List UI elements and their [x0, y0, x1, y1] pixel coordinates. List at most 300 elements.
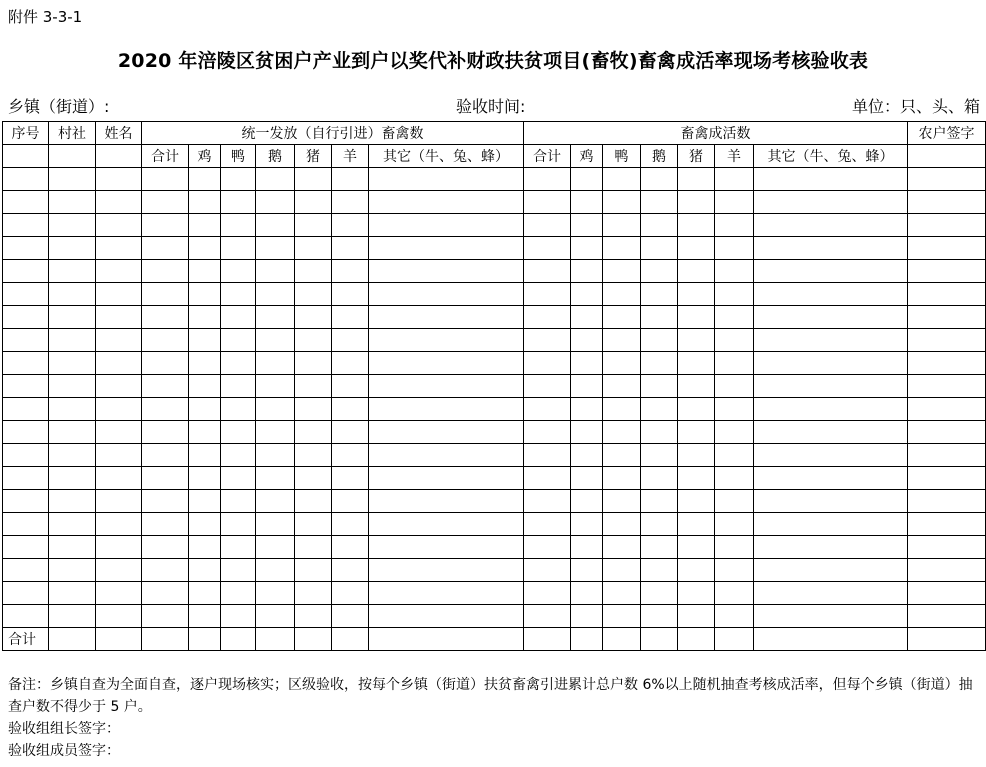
table-cell	[524, 375, 571, 398]
table-cell	[332, 375, 369, 398]
table-cell	[189, 421, 221, 444]
table-cell	[256, 536, 295, 559]
table-cell	[189, 306, 221, 329]
table-cell	[715, 352, 754, 375]
table-cell	[754, 490, 908, 513]
table-cell	[96, 398, 142, 421]
table-cell	[221, 605, 256, 628]
table-cell	[256, 168, 295, 191]
acceptance-table	[2, 121, 986, 651]
table-row	[3, 490, 986, 513]
table-cell	[524, 352, 571, 375]
table-cell	[641, 306, 678, 329]
table-cell	[571, 306, 603, 329]
table-cell	[256, 628, 295, 651]
table-cell	[256, 421, 295, 444]
table-cell	[332, 605, 369, 628]
sub-header-issued-sheep: 羊	[332, 145, 369, 168]
table-cell	[754, 559, 908, 582]
table-cell	[603, 283, 641, 306]
header-issued-group: 统一发放（自行引进）畜禽数	[142, 122, 524, 145]
table-row	[3, 444, 986, 467]
table-cell	[678, 513, 715, 536]
table-cell	[754, 605, 908, 628]
table-cell	[49, 283, 96, 306]
table-cell	[641, 375, 678, 398]
table-cell	[754, 168, 908, 191]
table-cell	[332, 191, 369, 214]
table-cell	[332, 398, 369, 421]
table-cell	[908, 168, 986, 191]
sub-header-row	[3, 145, 986, 168]
table-cell	[908, 628, 986, 651]
table-cell	[142, 168, 189, 191]
table-cell	[524, 398, 571, 421]
table-cell	[256, 513, 295, 536]
table-cell	[332, 490, 369, 513]
table-cell	[142, 306, 189, 329]
table-body	[3, 122, 986, 651]
table-cell	[369, 260, 524, 283]
table-cell	[142, 283, 189, 306]
table-cell	[221, 628, 256, 651]
table-cell	[908, 398, 986, 421]
table-cell	[189, 191, 221, 214]
table-cell	[189, 513, 221, 536]
table-cell	[524, 191, 571, 214]
table-cell	[678, 582, 715, 605]
table-cell	[256, 398, 295, 421]
table-cell	[96, 513, 142, 536]
table-row	[3, 421, 986, 444]
table-cell	[641, 467, 678, 490]
table-cell	[641, 329, 678, 352]
table-cell	[641, 490, 678, 513]
table-cell	[189, 467, 221, 490]
table-cell	[603, 513, 641, 536]
table-row	[3, 582, 986, 605]
table-cell	[571, 536, 603, 559]
table-cell	[641, 513, 678, 536]
table-cell	[49, 329, 96, 352]
table-cell	[571, 582, 603, 605]
table-cell	[369, 191, 524, 214]
table-cell	[369, 329, 524, 352]
table-cell	[715, 306, 754, 329]
table-cell	[96, 559, 142, 582]
sub-header-survival-chicken: 鸡	[571, 145, 603, 168]
table-cell	[369, 352, 524, 375]
table-cell	[96, 283, 142, 306]
header-signature: 农户签字	[908, 122, 986, 145]
table-cell	[295, 513, 332, 536]
table-cell	[221, 168, 256, 191]
table-cell	[641, 191, 678, 214]
table-cell	[189, 237, 221, 260]
table-cell	[524, 559, 571, 582]
table-cell	[3, 559, 49, 582]
table-cell	[369, 559, 524, 582]
table-cell	[96, 237, 142, 260]
table-cell	[96, 467, 142, 490]
table-cell	[3, 444, 49, 467]
table-cell	[3, 467, 49, 490]
table-cell	[189, 283, 221, 306]
attachment-label: 附件 3-3-1	[8, 8, 83, 26]
table-cell	[603, 559, 641, 582]
table-cell	[142, 490, 189, 513]
table-cell	[641, 582, 678, 605]
table-cell	[295, 352, 332, 375]
table-cell	[221, 582, 256, 605]
table-cell	[189, 260, 221, 283]
table-cell	[49, 306, 96, 329]
table-cell	[256, 444, 295, 467]
table-cell	[603, 421, 641, 444]
table-cell	[256, 352, 295, 375]
table-cell	[571, 375, 603, 398]
table-cell	[908, 605, 986, 628]
table-cell	[96, 168, 142, 191]
table-cell	[96, 490, 142, 513]
table-cell	[189, 536, 221, 559]
table-cell	[256, 605, 295, 628]
table-cell	[221, 329, 256, 352]
table-cell	[256, 375, 295, 398]
sub-header-issued-total: 合计	[142, 145, 189, 168]
table-cell	[678, 352, 715, 375]
table-cell	[142, 329, 189, 352]
table-cell	[142, 260, 189, 283]
table-cell	[3, 490, 49, 513]
table-cell	[221, 490, 256, 513]
table-cell	[96, 306, 142, 329]
table-cell	[908, 375, 986, 398]
table-cell	[571, 260, 603, 283]
table-cell	[49, 536, 96, 559]
table-cell	[603, 214, 641, 237]
blank-cell	[908, 145, 986, 168]
table-cell	[524, 628, 571, 651]
header-row	[3, 122, 986, 145]
table-cell	[332, 559, 369, 582]
table-row	[3, 214, 986, 237]
table-cell	[678, 191, 715, 214]
leader-signature-label: 验收组组长签字：	[8, 721, 120, 737]
table-cell	[221, 513, 256, 536]
table-cell	[524, 444, 571, 467]
table-row	[3, 283, 986, 306]
table-cell	[603, 467, 641, 490]
table-cell	[295, 283, 332, 306]
table-cell	[221, 352, 256, 375]
table-cell	[754, 352, 908, 375]
table-row	[3, 306, 986, 329]
sub-header-survival-duck: 鸭	[603, 145, 641, 168]
table-cell	[142, 352, 189, 375]
table-cell	[49, 582, 96, 605]
table-cell	[641, 559, 678, 582]
table-cell	[908, 467, 986, 490]
table-cell	[3, 605, 49, 628]
table-cell	[96, 444, 142, 467]
table-cell	[571, 329, 603, 352]
table-cell	[96, 605, 142, 628]
table-cell	[3, 513, 49, 536]
table-cell	[189, 329, 221, 352]
table-cell	[295, 444, 332, 467]
table-cell	[256, 191, 295, 214]
table-cell	[524, 536, 571, 559]
table-cell	[369, 467, 524, 490]
table-cell	[678, 536, 715, 559]
table-cell	[295, 490, 332, 513]
table-cell	[369, 536, 524, 559]
table-cell	[369, 444, 524, 467]
table-cell	[256, 559, 295, 582]
table-cell	[142, 444, 189, 467]
table-row	[3, 467, 986, 490]
table-cell	[678, 329, 715, 352]
blank-cell	[49, 145, 96, 168]
table-cell	[571, 352, 603, 375]
table-cell	[221, 444, 256, 467]
table-cell	[142, 237, 189, 260]
sub-header-survival-pig: 猪	[678, 145, 715, 168]
table-row	[3, 559, 986, 582]
table-cell	[96, 582, 142, 605]
table-cell	[603, 605, 641, 628]
acceptance-time-label: 验收时间:	[456, 97, 526, 116]
sub-header-issued-goose: 鹅	[256, 145, 295, 168]
table-cell	[142, 559, 189, 582]
table-cell	[189, 444, 221, 467]
table-cell	[295, 605, 332, 628]
table-cell	[678, 605, 715, 628]
table-cell	[369, 283, 524, 306]
table-cell	[295, 421, 332, 444]
sub-header-issued-other: 其它（牛、兔、蜂）	[369, 145, 524, 168]
table-row	[3, 352, 986, 375]
table-cell	[369, 214, 524, 237]
table-cell	[295, 467, 332, 490]
table-cell	[754, 237, 908, 260]
table-cell	[641, 283, 678, 306]
table-cell	[49, 375, 96, 398]
table-cell	[3, 536, 49, 559]
table-cell	[908, 582, 986, 605]
table-cell	[369, 168, 524, 191]
header-survival-group: 畜禽成活数	[524, 122, 908, 145]
table-cell	[754, 191, 908, 214]
table-cell	[332, 628, 369, 651]
table-cell	[142, 536, 189, 559]
table-cell	[715, 582, 754, 605]
table-cell	[641, 260, 678, 283]
table-cell	[369, 628, 524, 651]
table-cell	[908, 490, 986, 513]
table-cell	[754, 467, 908, 490]
table-cell	[142, 467, 189, 490]
table-cell	[908, 214, 986, 237]
table-cell	[571, 444, 603, 467]
table-cell	[754, 375, 908, 398]
table-cell	[641, 214, 678, 237]
table-cell	[221, 398, 256, 421]
table-cell	[49, 168, 96, 191]
table-cell	[678, 398, 715, 421]
table-cell	[295, 375, 332, 398]
table-cell	[332, 260, 369, 283]
table-cell	[524, 260, 571, 283]
table-cell	[221, 421, 256, 444]
table-cell	[3, 237, 49, 260]
unit-label: 单位：只、头、箱	[851, 97, 980, 116]
table-cell	[571, 605, 603, 628]
table-cell	[49, 467, 96, 490]
table-cell	[754, 582, 908, 605]
table-row	[3, 513, 986, 536]
table-cell	[571, 398, 603, 421]
table-cell	[332, 306, 369, 329]
table-cell	[49, 444, 96, 467]
table-cell	[524, 467, 571, 490]
table-row	[3, 536, 986, 559]
table-cell	[908, 191, 986, 214]
table-cell	[603, 260, 641, 283]
table-cell	[678, 237, 715, 260]
table-cell	[754, 513, 908, 536]
table-cell	[221, 536, 256, 559]
table-cell	[571, 237, 603, 260]
table-row	[3, 329, 986, 352]
table-cell	[96, 536, 142, 559]
table-cell	[3, 168, 49, 191]
table-cell	[524, 329, 571, 352]
table-cell	[754, 536, 908, 559]
table-cell	[908, 329, 986, 352]
table-cell	[908, 260, 986, 283]
table-cell	[142, 191, 189, 214]
table-cell	[3, 306, 49, 329]
table-cell	[332, 168, 369, 191]
table-cell	[3, 329, 49, 352]
table-cell	[332, 283, 369, 306]
table-cell	[3, 191, 49, 214]
table-cell	[332, 467, 369, 490]
table-cell	[754, 444, 908, 467]
table-cell	[369, 582, 524, 605]
table-cell	[715, 237, 754, 260]
table-cell	[332, 444, 369, 467]
table-cell	[189, 605, 221, 628]
table-row	[3, 375, 986, 398]
table-cell	[96, 628, 142, 651]
table-cell	[715, 467, 754, 490]
table-cell	[49, 237, 96, 260]
table-cell	[715, 605, 754, 628]
table-cell	[49, 214, 96, 237]
table-cell	[603, 329, 641, 352]
table-cell	[221, 237, 256, 260]
table-cell	[715, 375, 754, 398]
total-row	[3, 628, 986, 651]
table-cell	[256, 490, 295, 513]
table-cell	[678, 490, 715, 513]
table-cell	[754, 398, 908, 421]
table-cell	[96, 329, 142, 352]
table-cell	[908, 283, 986, 306]
table-cell	[221, 559, 256, 582]
table-cell	[571, 628, 603, 651]
table-cell	[189, 398, 221, 421]
table-cell	[295, 559, 332, 582]
table-cell	[142, 421, 189, 444]
town-label: 乡镇（街道）:	[8, 97, 110, 116]
table-cell	[96, 214, 142, 237]
table-cell	[3, 582, 49, 605]
table-cell	[908, 306, 986, 329]
table-cell	[256, 329, 295, 352]
table-cell	[754, 329, 908, 352]
table-cell	[142, 375, 189, 398]
table-cell	[369, 421, 524, 444]
table-cell	[49, 513, 96, 536]
table-cell	[678, 628, 715, 651]
table-cell	[571, 421, 603, 444]
table-cell	[524, 490, 571, 513]
blank-cell	[96, 145, 142, 168]
table-cell	[908, 513, 986, 536]
table-cell	[754, 260, 908, 283]
sub-header-issued-pig: 猪	[295, 145, 332, 168]
table-cell	[715, 283, 754, 306]
table-cell	[754, 421, 908, 444]
table-cell	[142, 214, 189, 237]
table-cell	[715, 329, 754, 352]
table-cell	[295, 306, 332, 329]
table-cell	[221, 283, 256, 306]
table-cell	[3, 352, 49, 375]
table-cell	[369, 237, 524, 260]
blank-cell	[3, 145, 49, 168]
table-cell	[256, 467, 295, 490]
table-cell	[96, 375, 142, 398]
table-cell	[603, 536, 641, 559]
total-label: 合计	[3, 628, 49, 651]
table-cell	[908, 237, 986, 260]
table-cell	[49, 352, 96, 375]
table-cell	[256, 260, 295, 283]
member-signature-label: 验收组成员签字：	[8, 743, 120, 759]
table-cell	[908, 421, 986, 444]
table-row	[3, 191, 986, 214]
table-cell	[524, 605, 571, 628]
table-cell	[142, 628, 189, 651]
table-cell	[295, 536, 332, 559]
table-cell	[571, 467, 603, 490]
table-cell	[49, 421, 96, 444]
header-index: 序号	[3, 122, 49, 145]
sub-header-issued-chicken: 鸡	[189, 145, 221, 168]
table-cell	[641, 421, 678, 444]
table-cell	[571, 490, 603, 513]
table-cell	[641, 605, 678, 628]
table-cell	[295, 582, 332, 605]
table-cell	[49, 628, 96, 651]
table-cell	[3, 398, 49, 421]
table-cell	[715, 513, 754, 536]
